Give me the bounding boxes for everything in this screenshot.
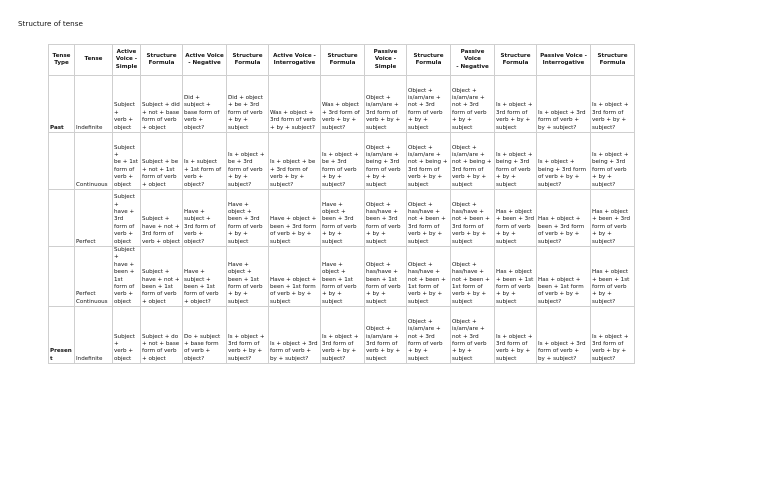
table-cell: Is + object + 3rd form of verb + by + subject? <box>591 76 635 133</box>
table-row <box>49 307 635 364</box>
header-cell: Structure Formula <box>407 45 451 76</box>
table-cell: Subject + be + 1st form of verb + object <box>113 133 141 190</box>
table-cell: Have + object + been + 1st form of verb + by + subject <box>269 247 321 307</box>
table-cell: Subject + verb + object <box>113 307 141 364</box>
table-cell: Object + is/am/are + not + 3rd form of verb + by + subject <box>451 76 495 133</box>
table-cell: Is + object + 3rd form of verb + by + subject? <box>591 307 635 364</box>
tense-cell: Indefinite <box>75 307 113 364</box>
table-cell: Have + object + been + 3rd form of verb + by + subject <box>321 190 365 247</box>
tense-cell: Perfect Continuous <box>75 247 113 307</box>
table-cell: Has + object + been + 3rd form of verb + by + subject? <box>537 190 591 247</box>
table-cell: Is + object + 3rd form of verb + by + subject <box>495 76 537 133</box>
table-cell: Was + object + 3rd form of verb + by + subject? <box>321 76 365 133</box>
header-cell: Tense <box>75 45 113 76</box>
table-cell: Is + object + be + 3rd form of verb + by + subject? <box>227 133 269 190</box>
table-cell: Object + is/am/are + not + being + 3rd form of verb + by + subject <box>451 133 495 190</box>
table-cell: Has + object + been + 1st form of verb + by + subject? <box>591 247 635 307</box>
table-cell: Subject + do + not + base form of verb + object <box>141 307 183 364</box>
table-cell: Is + object + be + 3rd form of verb + by + subject? <box>321 133 365 190</box>
table-cell: Is + object + 3rd form of verb + by + subject? <box>269 307 321 364</box>
table-cell: Object + has/have + not + been + 1st form of verb + by + subject <box>407 247 451 307</box>
table-cell: Have + object + been + 3rd form of verb + by + subject <box>269 190 321 247</box>
table-cell: Subject + verb + object <box>113 76 141 133</box>
table-cell: Has + object + been + 3rd form of verb + by + subject? <box>591 190 635 247</box>
table-cell: Subject + have + been + 1st form of verb + object <box>113 247 141 307</box>
tense-type-cell <box>49 133 75 190</box>
table-row <box>49 247 635 307</box>
tense-cell: Perfect <box>75 190 113 247</box>
table-cell: Have + object + been + 3rd form of verb + by + subject <box>227 190 269 247</box>
table-cell: Object + has/have + been + 1st form of verb + by + subject <box>365 247 407 307</box>
header-cell: Passive Voice - Negative <box>451 45 495 76</box>
table-cell: Is + object + being + 3rd form of verb + by + subject? <box>591 133 635 190</box>
table-cell: Has + object + been + 3rd form of verb + by + subject <box>495 190 537 247</box>
header-cell: Active Voice - Simple <box>113 45 141 76</box>
table-cell: Object + is/am/are + not + 3rd form of verb + by + subject <box>451 307 495 364</box>
table-cell: Subject + have + not + been + 1st form of verb + object <box>141 247 183 307</box>
table-cell: Subject + have + not + 3rd form of verb + object <box>141 190 183 247</box>
table-cell: Has + object + been + 1st form of verb + by + subject <box>495 247 537 307</box>
table-cell: Object + is/am/are + not + 3rd form of verb + by + subject <box>407 76 451 133</box>
table-cell: Object + has/have + not + been + 3rd form of verb + by + subject <box>407 190 451 247</box>
table-cell: Object + is/am/are + 3rd form of verb + by + subject <box>365 307 407 364</box>
table-cell: Is + object + 3rd form of verb + by + subject <box>495 307 537 364</box>
table-row <box>49 133 635 190</box>
header-cell: Active Voice - Negative <box>183 45 227 76</box>
table-row <box>49 76 635 133</box>
table-cell: Object + has/have + not + been + 3rd form of verb + by + subject <box>451 190 495 247</box>
table-cell: Subject + have + 3rd form of verb + object <box>113 190 141 247</box>
table-cell: Is + object + 3rd form of verb + by + subject? <box>537 76 591 133</box>
table-cell: Is + object + be + 3rd form of verb + by + subject? <box>269 133 321 190</box>
header-cell: Tense Type <box>49 45 75 76</box>
tense-cell: Continuous <box>75 133 113 190</box>
table-cell: Has + object + been + 1st form of verb + by + subject? <box>537 247 591 307</box>
table-cell: Did + subject + base form of verb + object? <box>183 76 227 133</box>
table-cell: Subject + did + not + base form of verb + object <box>141 76 183 133</box>
table-cell: Is + subject + 1st form of verb + object? <box>183 133 227 190</box>
header-cell: Active Voice - Interrogative <box>269 45 321 76</box>
header-cell: Structure Formula <box>141 45 183 76</box>
table-cell: Was + object + 3rd form of verb + by + subject? <box>269 76 321 133</box>
table-cell: Did + object + be + 3rd form of verb + by + subject <box>227 76 269 133</box>
table-cell: Have + object + been + 1st form of verb + by + subject <box>321 247 365 307</box>
table-cell: Is + object + 3rd form of verb + by + subject? <box>537 307 591 364</box>
table-cell: Object + is/am/are + 3rd form of verb + by + subject <box>365 76 407 133</box>
tense-type-cell: Past <box>49 76 75 133</box>
table-cell: Subject + be + not + 1st form of verb + object <box>141 133 183 190</box>
table-row <box>49 190 635 247</box>
table-cell: Is + object + 3rd form of verb + by + subject? <box>321 307 365 364</box>
table-cell: Object + is/am/are + not + 3rd form of verb + by + subject <box>407 307 451 364</box>
table-cell: Object + is/am/are + being + 3rd form of verb + by + subject <box>365 133 407 190</box>
table-cell: Object + is/am/are + not + being + 3rd form of verb + by + subject <box>407 133 451 190</box>
table-cell: Is + object + 3rd form of verb + by + subject? <box>227 307 269 364</box>
table-cell: Is + object + being + 3rd form of verb + by + subject <box>495 133 537 190</box>
header-cell: Structure Formula <box>591 45 635 76</box>
table-cell: Is + object + being + 3rd form of verb + by + subject? <box>537 133 591 190</box>
table-cell: Object + has/have + been + 3rd form of verb + by + subject <box>365 190 407 247</box>
table-cell: Have + subject + 3rd form of verb + object? <box>183 190 227 247</box>
tense-structure-table <box>48 44 635 364</box>
header-cell: Passive Voice - Simple <box>365 45 407 76</box>
table-cell: Object + has/have + not + been + 1st form of verb + by + subject <box>451 247 495 307</box>
tense-cell: Indefinite <box>75 76 113 133</box>
table-cell: Do + subject + base form of verb + object? <box>183 307 227 364</box>
header-cell: Structure Formula <box>321 45 365 76</box>
tense-type-cell <box>49 190 75 247</box>
header-cell: Passive Voice - Interrogative <box>537 45 591 76</box>
tense-type-cell <box>49 247 75 307</box>
header-cell: Structure Formula <box>495 45 537 76</box>
table-cell: Have + object + been + 1st form of verb + by + subject <box>227 247 269 307</box>
table-cell: Have + subject + been + 1st form of verb + object? <box>183 247 227 307</box>
header-row <box>49 45 635 76</box>
header-cell: Structure Formula <box>227 45 269 76</box>
document-title: Structure of tense <box>18 19 83 28</box>
tense-type-cell: Present <box>49 307 75 364</box>
